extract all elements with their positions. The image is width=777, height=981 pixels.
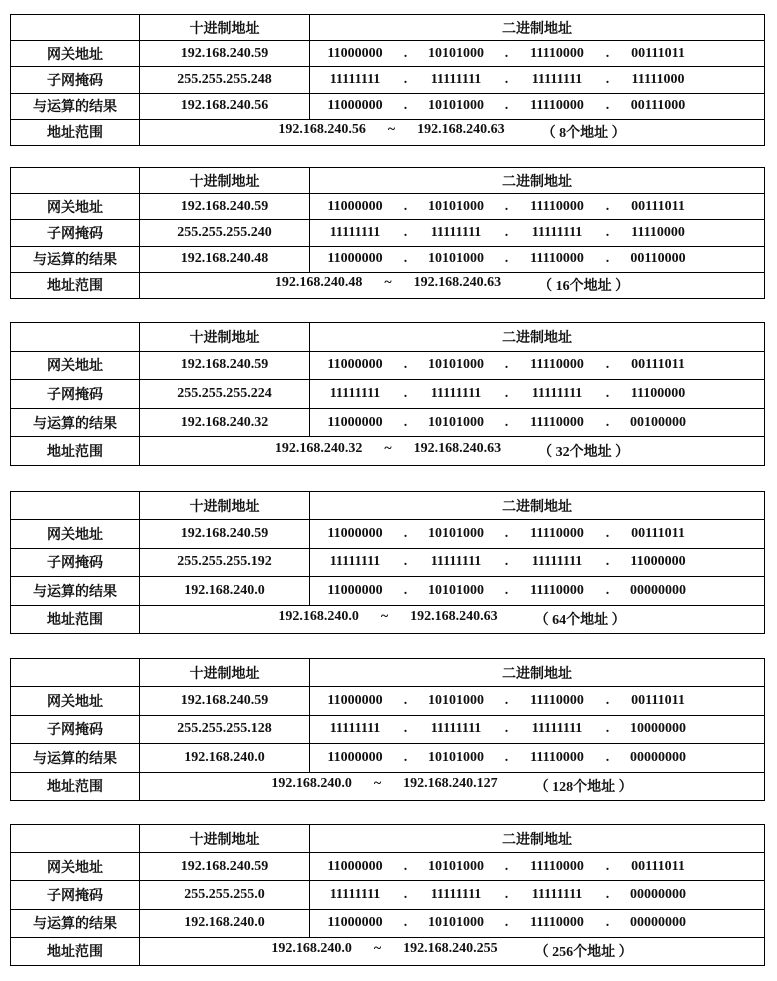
binary-octets: [310, 386, 764, 402]
octet-separator: .: [504, 582, 509, 598]
subnet-table: [10, 491, 765, 634]
decimal-value: 255.255.255.240: [140, 220, 310, 246]
decimal-value: 192.168.240.48: [140, 246, 310, 272]
octet-separator: .: [605, 251, 610, 267]
binary-value: [310, 881, 765, 909]
binary-octet: 11110000: [530, 749, 584, 765]
binary-octet: 11111111: [430, 385, 482, 401]
range-end: 192.168.240.127: [403, 776, 498, 792]
row-label: 地址范围: [11, 605, 140, 633]
row-label: 与运算的结果: [11, 408, 140, 437]
binary-value: [310, 520, 765, 548]
octet-separator: .: [605, 45, 610, 61]
binary-octet: 10101000: [428, 414, 484, 430]
binary-octet: 11100000: [630, 385, 686, 401]
binary-value: [310, 41, 765, 67]
table-row-mask: [11, 220, 765, 246]
binary-octet: 00111000: [630, 98, 686, 114]
binary-octet: 11000000: [327, 858, 383, 874]
range-end: 192.168.240.63: [417, 122, 505, 138]
binary-octets: [310, 199, 764, 215]
binary-octet: 10101000: [428, 582, 484, 598]
table-row-gateway: [11, 41, 765, 67]
binary-octet: 00111011: [631, 198, 685, 214]
binary-octets: [310, 721, 764, 737]
range-start: 192.168.240.0: [271, 941, 352, 957]
row-label: 与运算的结果: [11, 577, 140, 605]
range-value: [140, 119, 765, 145]
table-row-range: [11, 605, 765, 633]
range-text: [140, 441, 764, 461]
binary-octet: 10101000: [428, 858, 484, 874]
binary-octet: 11000000: [327, 582, 383, 598]
octet-separator: .: [504, 414, 509, 430]
header-decimal: 十进制地址: [140, 659, 310, 687]
range-value: [140, 437, 765, 466]
binary-octet: 11111111: [329, 886, 381, 902]
range-tilde: ~: [387, 122, 396, 138]
header-row: [11, 825, 765, 853]
octet-separator: .: [605, 886, 610, 902]
range-count: （ 128个地址 ）: [534, 780, 633, 796]
table-row-gateway: [11, 853, 765, 881]
range-count: （ 16个地址 ）: [538, 279, 630, 295]
octet-separator: .: [403, 198, 408, 214]
table-row-range: [11, 437, 765, 466]
header-decimal: 十进制地址: [140, 323, 310, 352]
binary-octet: 10101000: [428, 198, 484, 214]
octet-separator: .: [605, 385, 610, 401]
binary-octet: 11110000: [530, 526, 584, 542]
decimal-value: 192.168.240.59: [140, 351, 310, 380]
binary-value: [310, 853, 765, 881]
range-count: （ 64个地址 ）: [534, 613, 626, 629]
decimal-value: 192.168.240.59: [140, 853, 310, 881]
octet-separator: .: [605, 198, 610, 214]
binary-octet: 10101000: [428, 251, 484, 267]
octet-separator: .: [504, 224, 509, 240]
subnet-table: [10, 824, 765, 966]
range-tilde: ~: [380, 609, 389, 625]
octet-separator: .: [403, 886, 408, 902]
header-row: [11, 15, 765, 41]
binary-octets: [310, 693, 764, 709]
range-value: [140, 272, 765, 298]
range-start: 192.168.240.0: [271, 776, 352, 792]
binary-octets: [310, 915, 764, 931]
binary-octet: 00000000: [630, 582, 686, 598]
header-blank: [11, 492, 140, 520]
header-binary: 二进制地址: [310, 323, 765, 352]
binary-octet: 00111011: [631, 858, 685, 874]
range-tilde: ~: [373, 776, 382, 792]
range-count: （ 32个地址 ）: [538, 445, 630, 461]
binary-octet: 11110000: [530, 251, 584, 267]
range-start: 192.168.240.0: [278, 609, 359, 625]
table-row-and-result: [11, 909, 765, 937]
octet-separator: .: [504, 198, 509, 214]
binary-octet: 11111111: [329, 554, 381, 570]
binary-octet: 00000000: [630, 915, 686, 931]
octet-separator: .: [504, 251, 509, 267]
row-label: 子网掩码: [11, 715, 140, 743]
binary-octets: [310, 98, 764, 114]
row-label: 与运算的结果: [11, 246, 140, 272]
header-decimal: 十进制地址: [140, 825, 310, 853]
binary-octet: 00000000: [630, 886, 686, 902]
header-blank: [11, 323, 140, 352]
octet-separator: .: [403, 526, 408, 542]
octet-separator: .: [605, 693, 610, 709]
octet-separator: .: [504, 98, 509, 114]
binary-octets: [310, 750, 764, 766]
row-label: 地址范围: [11, 119, 140, 145]
binary-octet: 00111011: [631, 45, 685, 61]
range-tilde: ~: [384, 441, 392, 457]
header-row: [11, 492, 765, 520]
binary-octet: 11000000: [327, 526, 383, 542]
octet-separator: .: [403, 749, 408, 765]
header-decimal: 十进制地址: [140, 15, 310, 41]
binary-octet: 11111111: [531, 224, 583, 240]
decimal-value: 192.168.240.59: [140, 687, 310, 715]
row-label: 地址范围: [11, 437, 140, 466]
row-label: 子网掩码: [11, 881, 140, 909]
binary-octet: 11111111: [531, 886, 583, 902]
binary-octet: 11111111: [430, 886, 482, 902]
header-blank: [11, 825, 140, 853]
binary-octet: 11111111: [430, 71, 482, 87]
binary-value: [310, 380, 765, 409]
range-value: [140, 937, 765, 965]
binary-octet: 10000000: [630, 721, 686, 737]
table-row-and-result: [11, 246, 765, 272]
row-label: 地址范围: [11, 937, 140, 965]
header-binary: 二进制地址: [310, 15, 765, 41]
octet-separator: .: [605, 749, 610, 765]
binary-octets: [310, 251, 764, 267]
range-start: 192.168.240.48: [274, 275, 363, 291]
binary-octet: 11111111: [531, 71, 583, 87]
octet-separator: .: [403, 45, 408, 61]
binary-value: [310, 67, 765, 93]
octet-separator: .: [605, 915, 610, 931]
octet-separator: .: [504, 385, 509, 401]
octet-separator: .: [605, 721, 610, 737]
octet-separator: .: [504, 749, 509, 765]
row-label: 网关地址: [11, 351, 140, 380]
binary-octet: 11110000: [530, 915, 584, 931]
octet-separator: .: [403, 721, 408, 737]
binary-octets: [310, 887, 764, 903]
octet-separator: .: [605, 858, 610, 874]
binary-octets: [310, 357, 764, 373]
octet-separator: .: [403, 582, 408, 598]
table-row-gateway: [11, 194, 765, 220]
binary-value: [310, 909, 765, 937]
decimal-value: 255.255.255.128: [140, 715, 310, 743]
binary-value: [310, 577, 765, 605]
binary-value: [310, 715, 765, 743]
subnet-table: [10, 14, 765, 146]
range-tilde: ~: [373, 941, 382, 957]
binary-octet: 10101000: [428, 693, 484, 709]
decimal-value: 192.168.240.0: [140, 909, 310, 937]
octet-separator: .: [605, 414, 610, 430]
octet-separator: .: [504, 858, 509, 874]
octet-separator: .: [504, 915, 509, 931]
octet-separator: .: [605, 71, 610, 87]
table-row-mask: [11, 548, 765, 576]
decimal-value: 255.255.255.224: [140, 380, 310, 409]
table-row-mask: [11, 715, 765, 743]
binary-octet: 11000000: [327, 915, 383, 931]
binary-octet: 10101000: [428, 98, 484, 114]
binary-octet: 11000000: [327, 693, 383, 709]
binary-octet: 00111011: [631, 693, 685, 709]
binary-octet: 11000000: [327, 198, 383, 214]
range-text: [140, 776, 764, 796]
decimal-value: 192.168.240.0: [140, 744, 310, 772]
range-end: 192.168.240.255: [403, 941, 498, 957]
octet-separator: .: [504, 357, 509, 373]
header-binary: 二进制地址: [310, 659, 765, 687]
binary-value: [310, 246, 765, 272]
binary-octet: 11111111: [329, 71, 381, 87]
table-row-gateway: [11, 351, 765, 380]
range-count: （ 8个地址 ）: [541, 126, 626, 142]
octet-separator: .: [504, 554, 509, 570]
table-row-and-result: [11, 408, 765, 437]
octet-separator: .: [403, 554, 408, 570]
decimal-value: 192.168.240.56: [140, 93, 310, 119]
range-text: [140, 122, 764, 142]
binary-value: [310, 93, 765, 119]
table-row-and-result: [11, 577, 765, 605]
binary-octet: 11111111: [430, 224, 482, 240]
row-label: 与运算的结果: [11, 744, 140, 772]
binary-octet: 00000000: [630, 749, 686, 765]
binary-octet: 10101000: [428, 526, 484, 542]
octet-separator: .: [504, 693, 509, 709]
subnet-table: [10, 167, 765, 299]
decimal-value: 192.168.240.32: [140, 408, 310, 437]
octet-separator: .: [403, 858, 408, 874]
row-label: 与运算的结果: [11, 93, 140, 119]
table-row-mask: [11, 881, 765, 909]
binary-octet: 11110000: [530, 198, 584, 214]
range-start: 192.168.240.56: [278, 122, 366, 138]
table-row-range: [11, 272, 765, 298]
binary-octets: [310, 225, 764, 241]
decimal-value: 192.168.240.59: [140, 41, 310, 67]
row-label: 子网掩码: [11, 220, 140, 246]
subnet-table: [10, 658, 765, 801]
range-end: 192.168.240.63: [410, 609, 498, 625]
row-label: 子网掩码: [11, 548, 140, 576]
binary-value: [310, 548, 765, 576]
binary-octet: 11000000: [630, 554, 686, 570]
binary-octet: 11110000: [530, 414, 584, 430]
row-label: 网关地址: [11, 687, 140, 715]
row-label: 与运算的结果: [11, 909, 140, 937]
table-row-mask: [11, 380, 765, 409]
octet-separator: .: [403, 251, 408, 267]
binary-octet: 11111111: [329, 224, 381, 240]
row-label: 地址范围: [11, 272, 140, 298]
decimal-value: 255.255.255.248: [140, 67, 310, 93]
header-blank: [11, 659, 140, 687]
binary-octet: 11110000: [631, 224, 685, 240]
row-label: 网关地址: [11, 41, 140, 67]
binary-octets: [310, 554, 764, 570]
binary-octets: [310, 46, 764, 62]
octet-separator: .: [504, 45, 509, 61]
header-binary: 二进制地址: [310, 825, 765, 853]
range-end: 192.168.240.63: [413, 441, 502, 457]
octet-separator: .: [403, 385, 408, 401]
binary-octet: 10101000: [428, 45, 484, 61]
binary-value: [310, 351, 765, 380]
binary-octet: 11110000: [530, 858, 584, 874]
decimal-value: 192.168.240.59: [140, 520, 310, 548]
octet-separator: .: [605, 582, 610, 598]
octet-separator: .: [605, 526, 610, 542]
binary-octet: 11110000: [530, 693, 584, 709]
header-row: [11, 323, 765, 352]
binary-octet: 11111111: [329, 385, 381, 401]
header-blank: [11, 15, 140, 41]
octet-separator: .: [504, 886, 509, 902]
binary-octet: 11111111: [531, 721, 583, 737]
header-row: [11, 659, 765, 687]
row-label: 网关地址: [11, 520, 140, 548]
table-row-and-result: [11, 93, 765, 119]
octet-separator: .: [403, 357, 408, 373]
range-text: [140, 941, 764, 961]
binary-value: [310, 744, 765, 772]
binary-octets: [310, 72, 764, 88]
octet-separator: .: [605, 98, 610, 114]
octet-separator: .: [403, 693, 408, 709]
range-count: （ 256个地址 ）: [534, 945, 633, 961]
table-row-gateway: [11, 687, 765, 715]
octet-separator: .: [504, 71, 509, 87]
octet-separator: .: [403, 224, 408, 240]
binary-octet: 11111111: [430, 721, 482, 737]
binary-octet: 11110000: [530, 582, 584, 598]
binary-octet: 11000000: [327, 749, 383, 765]
range-tilde: ~: [384, 275, 392, 291]
row-label: 网关地址: [11, 194, 140, 220]
binary-octet: 10101000: [428, 749, 484, 765]
octet-separator: .: [504, 526, 509, 542]
binary-octet: 10101000: [428, 357, 484, 373]
octet-separator: .: [403, 414, 408, 430]
binary-octet: 11111111: [430, 554, 482, 570]
range-value: [140, 772, 765, 800]
binary-octet: 11111111: [329, 721, 381, 737]
table-row-range: [11, 772, 765, 800]
table-row-and-result: [11, 744, 765, 772]
row-label: 子网掩码: [11, 67, 140, 93]
binary-octet: 10101000: [428, 915, 484, 931]
octet-separator: .: [403, 71, 408, 87]
binary-octet: 11000000: [327, 414, 383, 430]
binary-octet: 00100000: [630, 414, 686, 430]
decimal-value: 255.255.255.192: [140, 548, 310, 576]
binary-octet: 11000000: [327, 45, 383, 61]
binary-octet: 11111000: [631, 71, 685, 87]
binary-octet: 11000000: [327, 98, 383, 114]
header-row: [11, 168, 765, 194]
binary-octet: 11111111: [531, 385, 583, 401]
header-decimal: 十进制地址: [140, 168, 310, 194]
binary-octets: [310, 859, 764, 875]
table-row-range: [11, 937, 765, 965]
subnet-table: [10, 322, 765, 466]
binary-octet: 11000000: [327, 251, 383, 267]
binary-octet: 00111011: [631, 357, 685, 373]
binary-value: [310, 194, 765, 220]
decimal-value: 192.168.240.0: [140, 577, 310, 605]
binary-octet: 00110000: [630, 251, 686, 267]
header-binary: 二进制地址: [310, 492, 765, 520]
octet-separator: .: [605, 224, 610, 240]
header-decimal: 十进制地址: [140, 492, 310, 520]
decimal-value: 255.255.255.0: [140, 881, 310, 909]
binary-octet: 11110000: [530, 45, 584, 61]
binary-value: [310, 220, 765, 246]
octet-separator: .: [605, 357, 610, 373]
header-blank: [11, 168, 140, 194]
octet-separator: .: [504, 721, 509, 737]
binary-octets: [310, 583, 764, 599]
table-row-range: [11, 119, 765, 145]
octet-separator: .: [403, 98, 408, 114]
binary-octet: 11110000: [530, 357, 584, 373]
table-row-gateway: [11, 520, 765, 548]
octet-separator: .: [403, 915, 408, 931]
range-end: 192.168.240.63: [413, 275, 502, 291]
binary-octets: [310, 526, 764, 542]
row-label: 网关地址: [11, 853, 140, 881]
binary-octet: 11000000: [327, 357, 383, 373]
range-text: [140, 275, 764, 295]
binary-octet: 00111011: [631, 526, 685, 542]
binary-octets: [310, 415, 764, 431]
row-label: 地址范围: [11, 772, 140, 800]
binary-value: [310, 408, 765, 437]
header-binary: 二进制地址: [310, 168, 765, 194]
row-label: 子网掩码: [11, 380, 140, 409]
binary-octet: 11111111: [531, 554, 583, 570]
decimal-value: 192.168.240.59: [140, 194, 310, 220]
range-value: [140, 605, 765, 633]
range-text: [140, 609, 764, 629]
table-row-mask: [11, 67, 765, 93]
range-start: 192.168.240.32: [274, 441, 363, 457]
octet-separator: .: [605, 554, 610, 570]
binary-octet: 11110000: [530, 98, 584, 114]
binary-value: [310, 687, 765, 715]
